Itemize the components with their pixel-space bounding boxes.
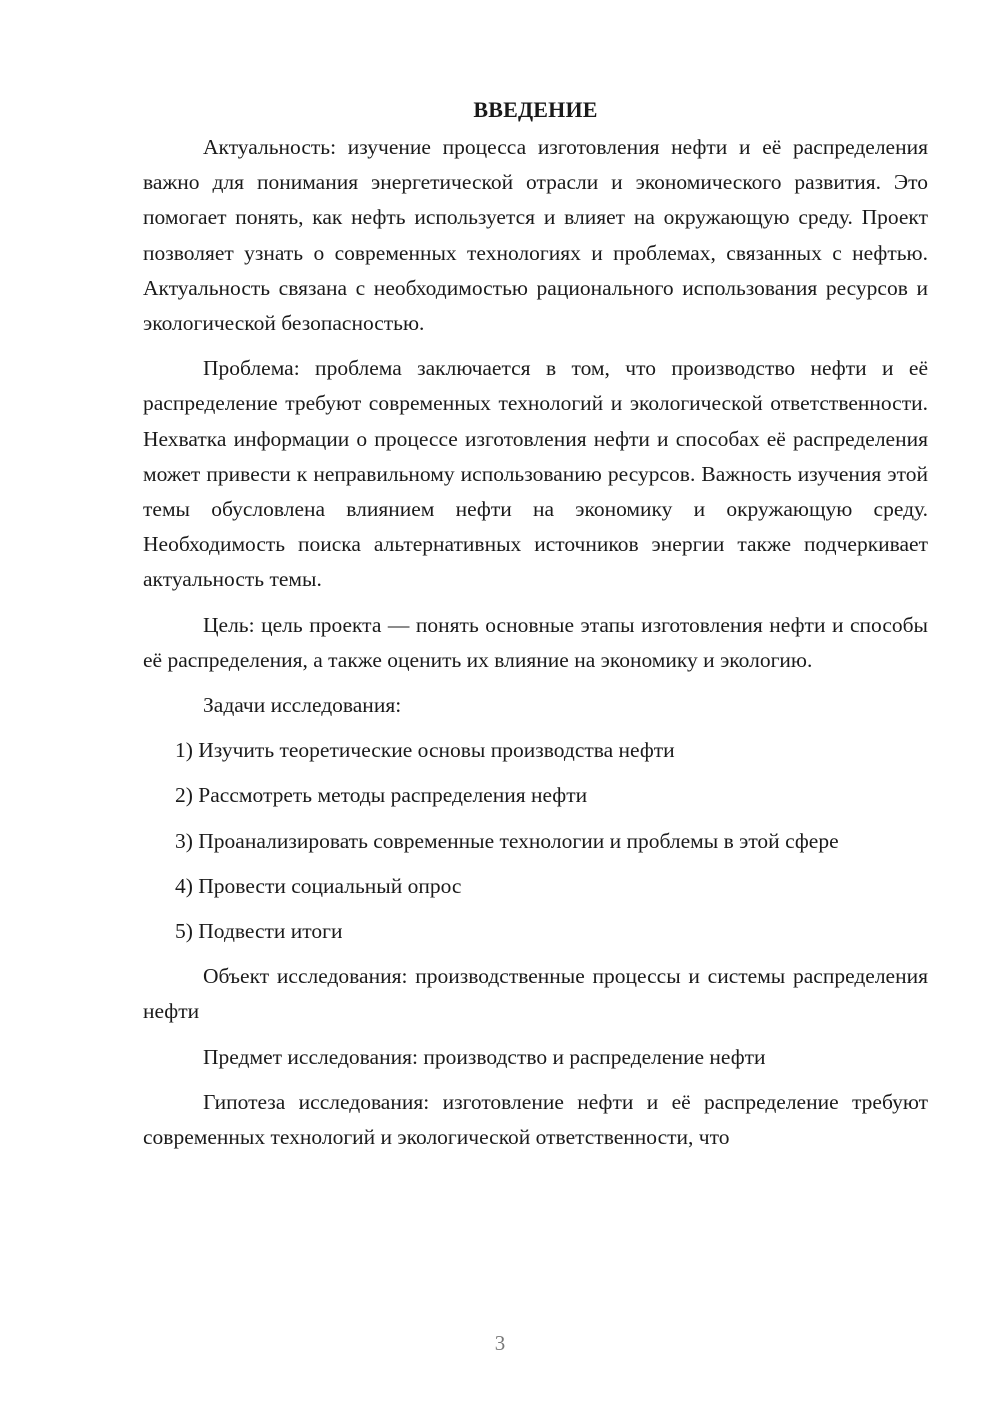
paragraph-object: Объект исследования: производственные процессы и системы распределения нефти bbox=[143, 964, 928, 1024]
paragraph-hypothesis: Гипотеза исследования: изготовление нефти и её распределение требуют современных технологий и экологической ответственности, что bbox=[143, 1089, 928, 1150]
task-item-2: 2) Рассмотреть методы распределения нефти bbox=[175, 783, 588, 808]
task-item-3: 3) Проанализировать современные технологии и проблемы в этой сфере bbox=[175, 828, 839, 853]
paragraph-subject: Предмет исследования: производство и распределение нефти bbox=[203, 1044, 766, 1069]
page-content bbox=[143, 92, 928, 1165]
page-number: 3 bbox=[494, 1331, 506, 1355]
task-item-1: 1) Изучить теоретические основы производства нефти bbox=[175, 738, 675, 763]
task-item-5: 5) Подвести итоги bbox=[175, 919, 343, 944]
paragraph-relevance: Актуальность: изучение процесса изготовления нефти и её распределения важно для понимания энергетической отрасли и экономического развития. Это помогает понять, как нефть используется и влияет на окружающую среду. Проект позволяет узнать о современных технологиях и проблемах, связанных с нефтью. Актуальность связана с необходимостью рационального использования ресурсов и экологической безопасностью. bbox=[143, 135, 928, 336]
paragraph-problem: Проблема: проблема заключается в том, что производство нефти и её распределение требуют современных технологий и экологической ответственности. Нехватка информации о процессе изготовления нефти и способах её распределения может привести к неправильному использованию ресурсов. Важность изучения этой темы обусловлена влиянием нефти на экономику и окружающую среду. Необходимость поиска альтернативных источников энергии также подчеркивает актуальность темы. bbox=[143, 356, 928, 592]
task-item-4: 4) Провести социальный опрос bbox=[175, 873, 462, 898]
section-heading: ВВЕДЕНИЕ bbox=[473, 97, 598, 122]
paragraph-goal: Цель: цель проекта — понять основные этапы изготовления нефти и способы её распределения, а также оценить их влияние на экономику и экологию. bbox=[143, 612, 928, 672]
paragraph-tasks-intro: Задачи исследования: bbox=[203, 693, 402, 718]
